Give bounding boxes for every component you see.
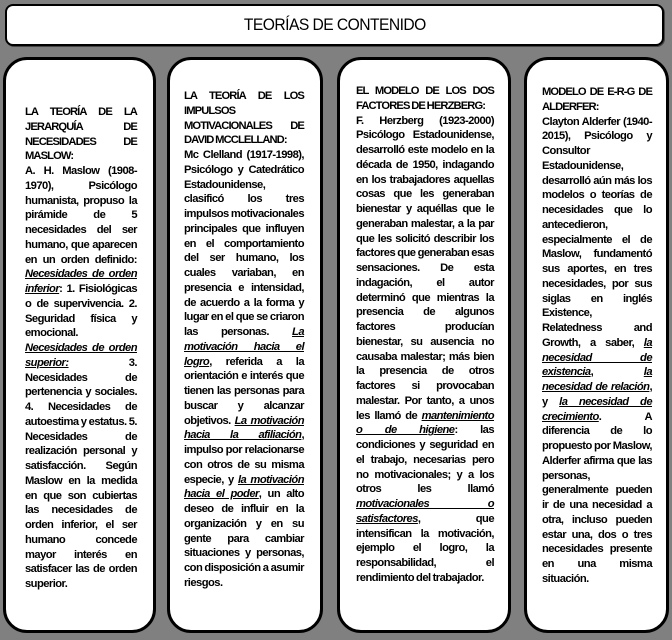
term-achievement: La motivación hacia el logro bbox=[184, 326, 304, 368]
card-body: F. Herzberg (1923-2000) Psicólogo Estadounidense, desarrolló este modelo en la década de 1950, indagando en los trabajadores aquellas cosas que les generaban bienestar y aquéllas que le generaban malestar, a la par que les solicitó describir los factores que generaban esas sensaciones. De esta indagación, el autor determinó que mientras la presencia de algunos factores producían bienestar, su ausencia no causaba malestar; más bien la presencia de otros factores si provocaban malestar. Por tanto, a unos les llamó de mantenimiento o de higiene: las condiciones y seguridad en el trabajo, necesarias pero no motivacionales; y a los otros les llamó motivacionales o satisfactores, que intensifican la motivación, ejemplo el logro, la responsabilidad, el rendimiento del trabajador. bbox=[356, 114, 495, 584]
term-power: la motivación hacia el poder bbox=[184, 473, 304, 501]
term-growth: la necesidad de crecimiento bbox=[542, 395, 653, 423]
card-maslow bbox=[3, 57, 156, 633]
card-heading: EL MODELO DE LOS DOS FACTORES DE HERZBERG: bbox=[356, 85, 494, 112]
term-existence: la necesidad de existencia bbox=[542, 336, 652, 379]
card-body: A. H. Maslow (1908-1970), Psicólogo humanista, propuso la pirámide de 5 necesidades del ser humano, que aparecen en un orden definido: Necesidades de orden inferior: 1. Fisiológicas o de supervivencia. 2. Seguridad física y emocional. Necesidades de orden superior: 3. Necesidades de pertenencia y sociales. 4. Necesidades de autoestima y estatus. 5. Necesidades de realización personal y satisfacción. Según Maslow en la medida en que son cubiertas las necesidades de orden inferior, el ser humano concede mayor interés en satisfacer las de orden superior. bbox=[25, 165, 137, 590]
term-upper-needs: Necesidades de orden superior: bbox=[25, 342, 137, 369]
card-heading: LA TEORÍA DE LOS IMPULSOS MOTIVACIONALES DE DAVID MCCLELLAND: bbox=[184, 90, 304, 147]
term-hygiene: mantenimiento o de higiene bbox=[356, 409, 494, 437]
card-alderfer bbox=[524, 57, 669, 633]
title-box bbox=[5, 4, 664, 46]
term-motivators: motivacionales o satisfactores bbox=[356, 498, 494, 525]
card-mcclelland bbox=[167, 57, 323, 633]
term-lower-needs: Necesidades de orden inferior bbox=[25, 268, 137, 295]
card-body: Clayton Alderfer (1940-2015), Psicólogo y Consultor Estadounidense, desarrolló aún más los modelos o teorías de necesidades que lo antecedieron, especialmente el de Maslow, fundamentó sus aportes, en tres necesidades, por sus siglas en inglés Existence, Relatedness and Growth, a saber, la necesidad de existencia, la necesidad de relación, y la necesidad de crecimiento. A diferencia de lo propuesto por Maslow, Alderfer afirma que las personas, generalmente pueden ir de una necesidad a otra, incluso pueden estar una, dos o tres necesidades presente en una misma situación. bbox=[542, 115, 653, 585]
card-body: Mc Clelland (1917-1998), Psicólogo y Catedrático Estadounidense, clasificó los tres impulsos motivacionales principales que influyen en el comportamiento del ser humano, los cuales variaban, en presencia e intensidad, de acuerdo a la forma y lugar en el que se criaron las personas. La motivación hacia el logro, referida a la orientación e interés que tienen las personas para buscar y alcanzar objetivos. La motivación hacia la afiliación, impulso por relacionarse con otros de su misma especie, y la motivación hacia el poder, un alto deseo de influir en la organización y en su gente para cambiar situaciones y personas, con disposición a asumir riesgos. bbox=[184, 149, 305, 589]
card-herzberg bbox=[337, 57, 511, 633]
card-heading: MODELO DE E-R-G DE ALDERFER: bbox=[542, 86, 652, 113]
card-heading: LA TEORÍA DE LA JERARQUÍA DE NECESIDADES DE MASLOW: bbox=[25, 106, 137, 163]
term-affiliation: La motivación hacia la afiliación bbox=[184, 414, 305, 442]
term-relatedness: la necesidad de relación bbox=[542, 366, 652, 393]
diagram-title: TEORÍAS DE CONTENIDO bbox=[243, 15, 426, 34]
